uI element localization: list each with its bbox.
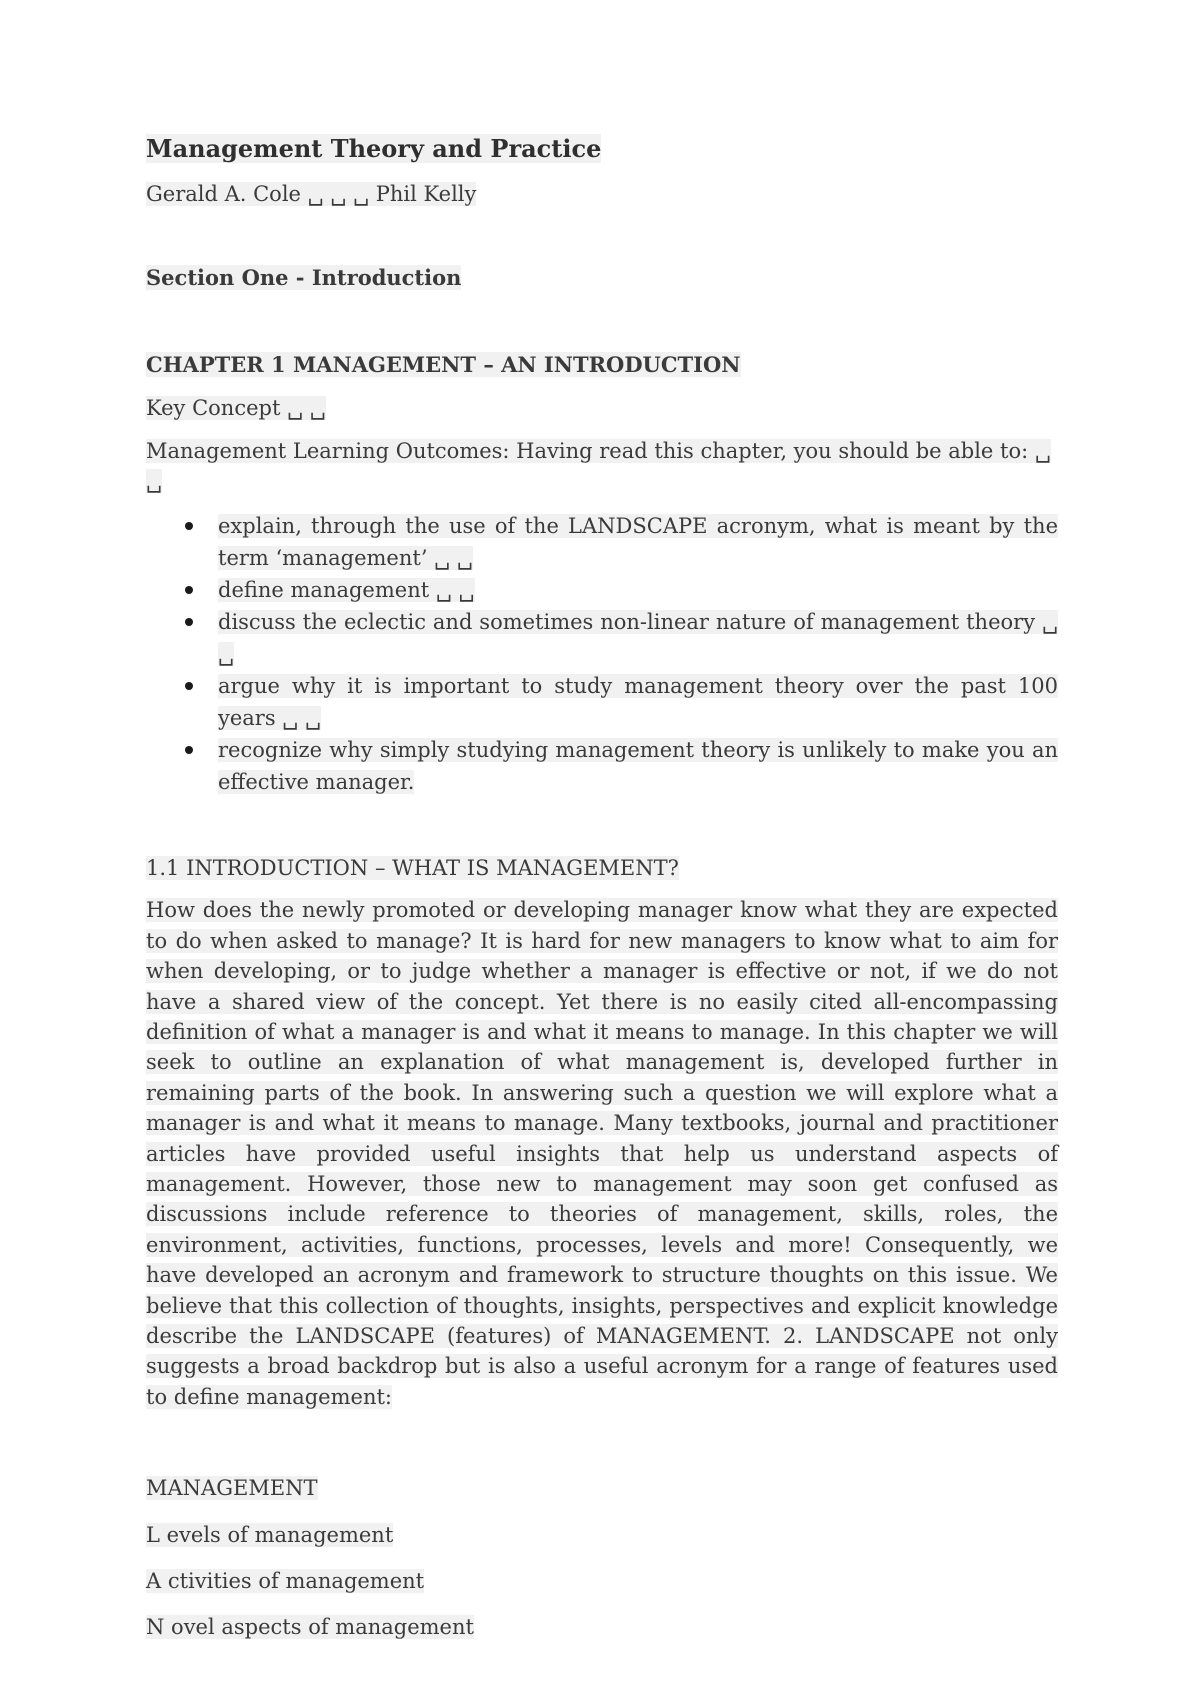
document-title-text: Management Theory and Practice — [146, 134, 602, 163]
learning-outcomes-intro-text: Management Learning Outcomes: Having read this chapter, you should be able to: ␣ ␣ — [146, 439, 1051, 493]
learning-outcomes-intro — [146, 437, 1058, 496]
acronym-item — [146, 1613, 1058, 1642]
acronym-item-text: L evels of management — [146, 1522, 394, 1547]
body-paragraph-text: How does the newly promoted or developing manager know what they are expected to do when asked to manage? It is hard for new managers to know what to aim for when developing, or to judge whether a manager is effective or not, if we do not have a shared view of the concept. Yet there is no easily cited all-encompassing definition of what a manager is and what it means to manage. In this chapter we will seek to outline an explanation of what management is, developed further in remaining parts of the book. In answering such a question we will explore what a manager is and what it means to manage. Many textbooks, journal and practitioner articles have provided useful insights that help us understand aspects of management. However, those new to management may soon get confused as discussions include reference to theories of management, skills, roles, the environment, activities, functions, processes, levels and more! Consequently, we have developed an acronym and framework to structure thoughts on this issue. We believe that this collection of thoughts, insights, perspectives and explicit knowledge describe the LANDSCAPE (features) of MANAGEMENT. 2. LANDSCAPE not only suggests a broad backdrop but is also a useful acronym for a range of features used to define management: — [146, 898, 1058, 1409]
subsection-heading-text: 1.1 INTRODUCTION – WHAT IS MANAGEMENT? — [146, 855, 679, 880]
document-title — [146, 132, 1058, 166]
document-authors — [146, 180, 1058, 209]
learning-outcome-item — [218, 734, 1058, 798]
learning-outcome-item — [218, 574, 1058, 606]
learning-outcomes-list — [146, 510, 1058, 798]
learning-outcome-item — [218, 606, 1058, 670]
acronym-item-text: N ovel aspects of management — [146, 1615, 474, 1640]
learning-outcome-text: recognize why simply studying management theory is unlikely to make you an effective manager. — [218, 737, 1058, 794]
subsection-heading — [146, 854, 1058, 883]
document-page — [146, 132, 1058, 1660]
section-heading — [146, 263, 1058, 292]
acronym-item-text: A ctivities of management — [146, 1569, 425, 1594]
learning-outcome-text: define management ␣ ␣ — [218, 577, 475, 602]
learning-outcome-text: argue why it is important to study management theory over the past 100 years ␣ ␣ — [218, 673, 1058, 730]
acronym-heading-text: MANAGEMENT — [146, 1476, 318, 1501]
key-concept — [146, 394, 1058, 423]
learning-outcome-text: explain, through the use of the LANDSCAPE acronym, what is meant by the term ‘management’ ␣ ␣ — [218, 513, 1058, 570]
acronym-heading — [146, 1474, 1058, 1503]
body-paragraph — [146, 895, 1058, 1412]
key-concept-text: Key Concept ␣ ␣ — [146, 395, 326, 420]
acronym-item — [146, 1521, 1058, 1550]
acronym-item — [146, 1567, 1058, 1596]
document-authors-text: Gerald A. Cole ␣ ␣ ␣ Phil Kelly — [146, 181, 477, 206]
chapter-heading — [146, 350, 1058, 379]
learning-outcome-text: discuss the eclectic and sometimes non-linear nature of management theory ␣ ␣ — [218, 609, 1058, 666]
section-heading-text: Section One - Introduction — [146, 264, 462, 290]
learning-outcome-item — [218, 510, 1058, 574]
learning-outcome-item — [218, 670, 1058, 734]
chapter-heading-text: CHAPTER 1 MANAGEMENT – AN INTRODUCTION — [146, 352, 741, 378]
